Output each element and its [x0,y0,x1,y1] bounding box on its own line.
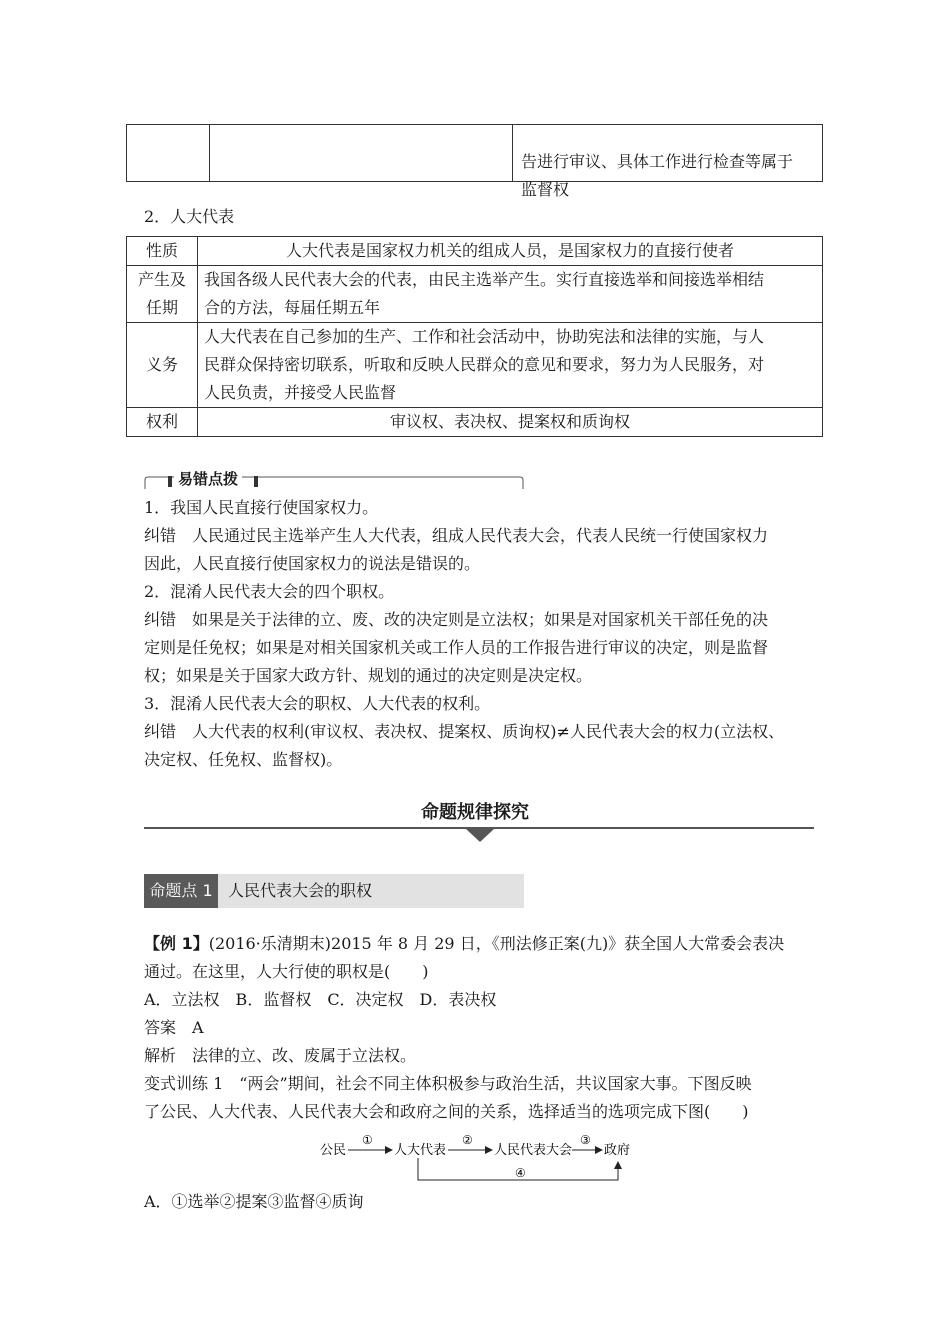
table-divider [209,125,210,181]
variant-line: 了公民、人大代表、人民代表大会和政府之间的关系，选择适当的选项完成下图( ) [144,1102,749,1121]
variant-line: 变式训练 1 “两会”期间，社会不同主体积极参与政治生活，共议国家大事。下图反映 [144,1074,752,1093]
row-value-line: 合的方法，每届任期五年 [204,298,381,317]
label-2: ② [462,1133,473,1147]
label-3: ③ [580,1133,591,1147]
row-key: 性质 [127,237,198,266]
node-citizen: 公民 [320,1143,347,1158]
row-value: 人大代表是国家权力机关的组成人员，是国家权力的直接行使者 [198,237,823,266]
table-cell-text: 告进行审议、具体工作进行检查等属于 [521,152,794,171]
table-row [127,237,823,266]
example-options: A．立法权 B．监督权 C．决定权 D．表决权 [144,990,497,1009]
row-key-line: 任期 [145,298,178,317]
row-key: 义务 [127,323,198,408]
tip-line: 定则是任免权；如果是对相关国家机关或工作人员的工作报告进行审议的决定，则是监督 [144,638,769,657]
tip-line: 纠错 人大代表的权利(审议权、表决权、提案权、质询权)≠人民代表大会的权力(立法权、 [144,722,785,741]
tip-line: 3．混淆人民代表大会的职权、人大代表的权利。 [144,694,491,713]
table-divider [512,125,513,181]
example-line [144,934,784,954]
tip-label: 易错点拨 [174,468,242,489]
row-value [198,266,823,323]
deputy-table [126,236,823,437]
example-text: (2016·乐清期末)2015 年 8 月 29 日，《刑法修正案(九)》获全国人大常委会表决 [208,934,785,953]
table-row [127,408,823,437]
row-key: 权利 [127,408,198,437]
node-deputy: 人大代表 [394,1143,447,1158]
node-congress: 人民代表大会 [494,1143,573,1158]
row-value: 审议权、表决权、提案权和质询权 [198,408,823,437]
point-tag: 命题点 1 [144,874,218,908]
table-row [127,266,823,323]
tip-line: 纠错 如果是关于法律的立、废、改的决定则是立法权；如果是对国家机关干部任免的决 [144,610,769,629]
example-label: 【例 1】 [144,934,209,953]
tip-line: 决定权、任免权、监督权)。 [144,750,343,769]
row-value [198,323,823,408]
section-triangle-icon [466,829,494,842]
example-analysis: 解析 法律的立、改、废属于立法权。 [144,1046,417,1065]
table-row [127,323,823,408]
tip-line: 权；如果是关于国家大政方针、规划的通过的决定则是决定权。 [144,666,593,685]
section-title: 2．人大代表 [144,207,235,226]
example-line: 通过。在这里，人大行使的职权是( ) [144,962,429,981]
point-title: 人民代表大会的职权 [228,881,373,900]
row-value-line: 人民负责，并接受人民监督 [204,383,397,402]
tip-line: 纠错 人民通过民主选举产生人大代表，组成人民代表大会，代表人民统一行使国家权力 [144,526,769,545]
row-key-line: 产生及 [137,270,186,289]
option-a: A．①选举②提案③监督④质询 [144,1192,364,1211]
label-1: ① [362,1133,373,1147]
point-bar [144,874,524,908]
row-value-line: 我国各级人民代表大会的代表，由民主选举产生。实行直接选举和间接选举相结 [204,270,765,289]
tip-line: 因此，人民直接行使国家权力的说法是错误的。 [144,554,481,573]
node-government: 政府 [604,1143,631,1158]
tip-line: 2．混淆人民代表大会的四个职权。 [144,582,395,601]
label-4: ④ [515,1166,526,1180]
section-header: 命题规律探究 [421,802,529,823]
table-cell-text: 监督权 [521,180,570,199]
row-value-line: 民群众保持密切联系，听取和反映人民群众的意见和要求，努力为人民服务，对 [204,355,765,374]
tip-line: 1．我国人民直接行使国家权力。 [144,498,379,517]
row-value-line: 人大代表在自己参加的生产、工作和社会活动中，协助宪法和法律的实施，与人 [204,327,765,346]
row-key [127,266,198,323]
relationship-diagram [310,1132,640,1184]
example-answer: 答案 A [144,1018,204,1037]
